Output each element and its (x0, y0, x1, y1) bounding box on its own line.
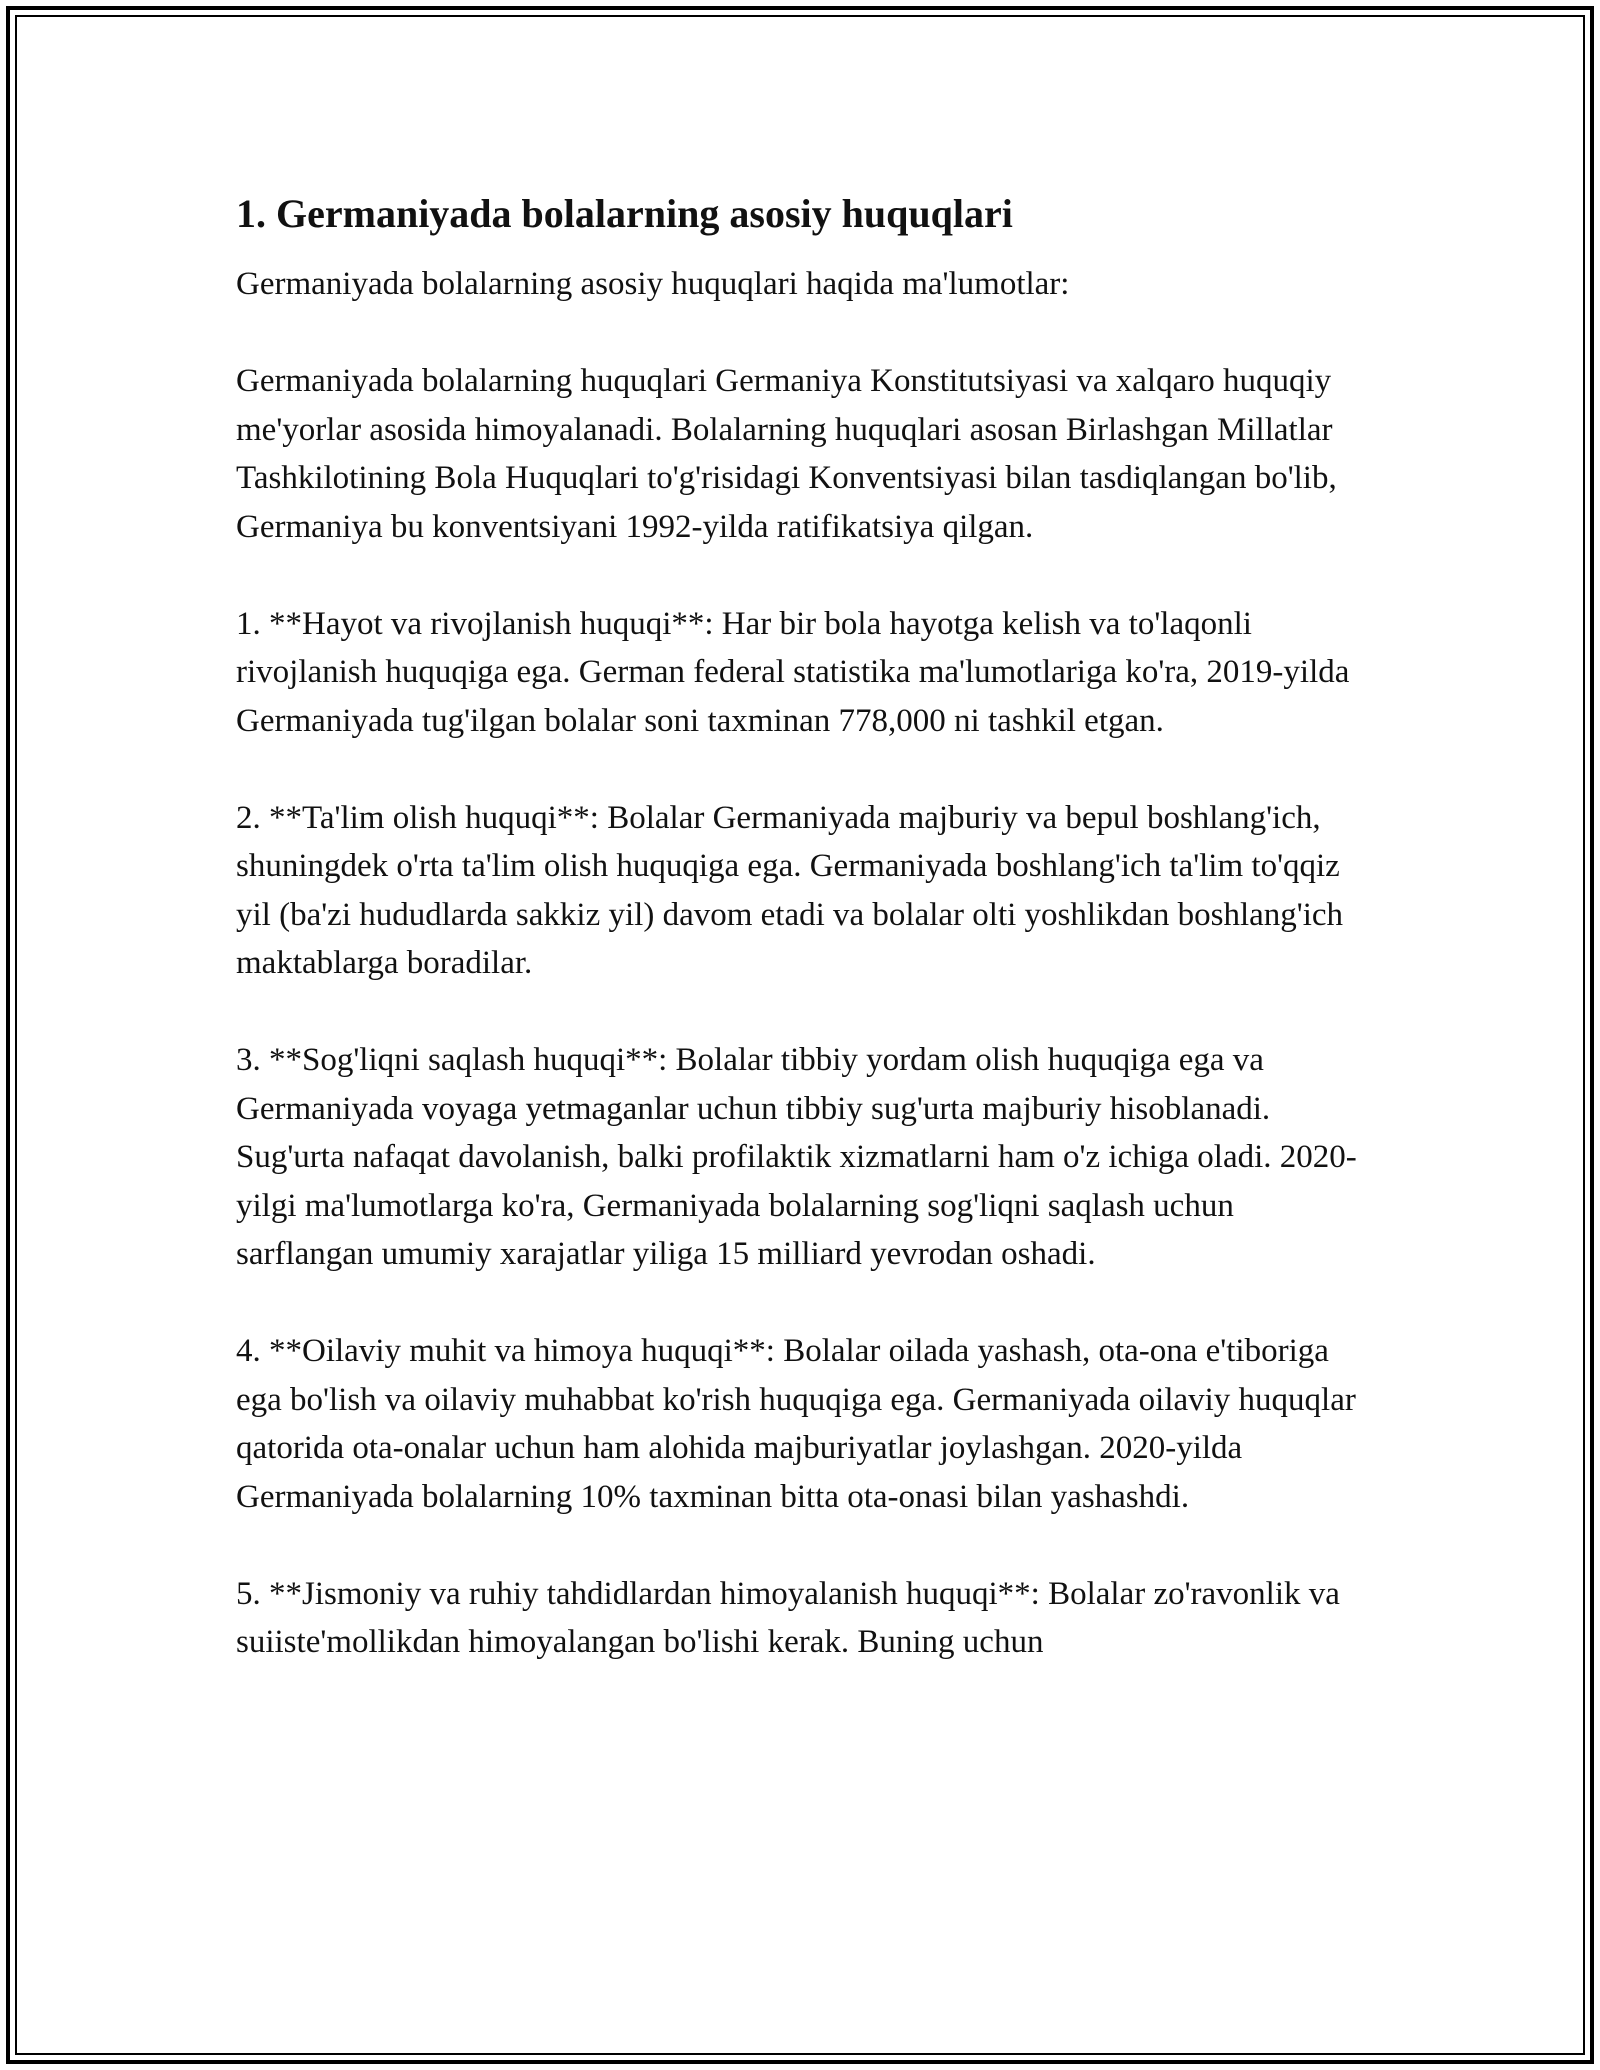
right-to-health-paragraph: 3. **Sog'liqni saqlash huquqi**: Bolalar tibbiy yordam olish huquqiga ega va Germaniyada voyaga yetmaganlar uchun tibbiy sug'urta majburiy hisoblanadi. Sug'urta nafaqat davolanish, balki profilaktik xizmatlarni ham o'z ichiga oladi. 2020-yilgi ma'lumotlarga ko'ra, Germaniyada bolalarning sog'liqni saqlash uchun sarflangan umumiy xarajatlar yiliga 15 milliard yevrodan oshadi. (236, 1042, 1357, 1272)
intro-paragraph: Germaniyada bolalarning asosiy huquqlari haqida ma'lumotlar: (236, 266, 1070, 302)
right-to-education-paragraph: 2. **Ta'lim olish huquqi**: Bolalar Germaniyada majburiy va bepul boshlang'ich, shuningdek o'rta ta'lim olish huquqiga ega. Germaniyada boshlang'ich ta'lim to'qqiz yil (ba'zi hududlarda sakkiz yil) davom etadi va bolalar olti yoshlikdan boshlang'ich maktablarga boradilar. (236, 799, 1344, 981)
right-to-family-paragraph: 4. **Oilaviy muhit va himoya huquqi**: Bolalar oilada yashash, ota-ona e'tiboriga ega bo'lish va oilaviy muhabbat ko'rish huquqiga ega. Germaniyada oilaviy huquqlar qatorida ota-onalar uchun ham alohida majburiyatlar joylashgan. 2020-yilda Germaniyada bolalarning 10% taxminan bitta ota-onasi bilan yashashdi. (236, 1333, 1356, 1515)
right-to-life-paragraph: 1. **Hayot va rivojlanish huquqi**: Har bir bola hayotga kelish va to'laqonli rivojlanish huquqiga ega. German federal statistika ma'lumotlariga ko'ra, 2019-yilda Germaniyada tug'ilgan bolalar soni taxminan 778,000 ni tashkil etgan. (236, 605, 1350, 739)
document-title: 1. Germaniyada bolalarning asosiy huquqlari (236, 191, 1013, 236)
context-paragraph: Germaniyada bolalarning huquqlari Germaniya Konstitutsiyasi va xalqaro huquqiy me'yorlar asosida himoyalanadi. Bolalarning huquqlari asosan Birlashgan Millatlar Tashkilotining Bola Huquqlari to'g'risidagi Konventsiyasi bilan tasdiqlangan bo'lib, Germaniya bu konventsiyani 1992-yilda ratifikatsiya qilgan. (236, 363, 1337, 545)
right-to-protection-paragraph: 5. **Jismoniy va ruhiy tahdidlardan himoyalanish huquqi**: Bolalar zo'ravonlik va suiiste'mollikdan himoyalangan bo'lishi kerak. Buning uchun (236, 1575, 1340, 1660)
document-body (236, 186, 1376, 1715)
